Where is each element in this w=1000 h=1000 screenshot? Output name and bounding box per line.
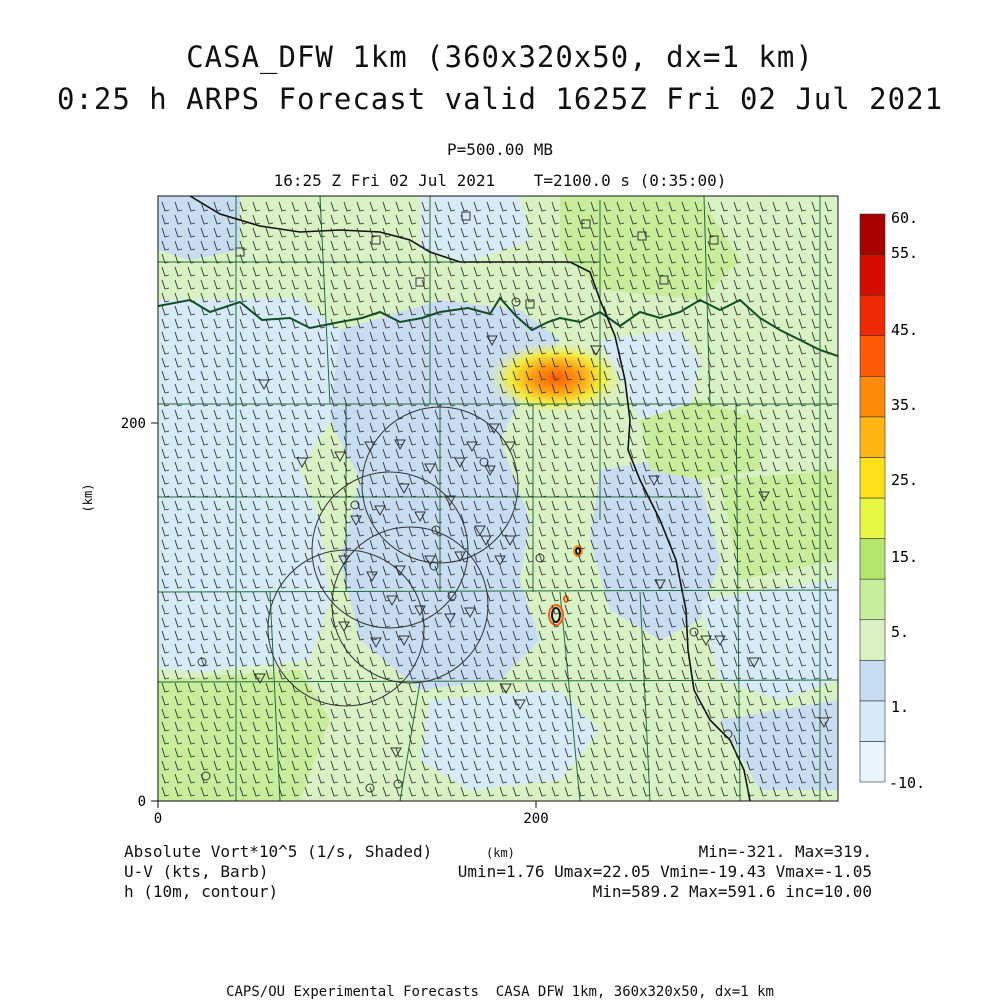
x-axis-label: (km): [486, 846, 515, 860]
colorbar-label: 60.: [891, 209, 919, 227]
footer-credit: CAPS/OU Experimental Forecasts CASA DFW 1km, 360x320x50, dx=1 km: [226, 984, 774, 1000]
stats-vorticity: Min=-321. Max=319.: [698, 842, 872, 861]
colorbar-label: 25.: [891, 471, 919, 489]
colorbar-swatch: [860, 701, 885, 742]
legend-wind: U-V (kts, Barb): [124, 862, 269, 881]
x-tick-200: 200: [523, 811, 549, 827]
chart-subtitle-forecast: 0:25 h ARPS Forecast valid 1625Z Fri 02 Jul 2021: [56, 82, 944, 116]
map-area: [158, 196, 838, 801]
colorbar-swatch: [860, 336, 885, 377]
colorbar-swatch: [860, 498, 885, 539]
valid-time: 16:25 Z Fri 02 Jul 2021 T=2100.0 s (0:35:00): [273, 171, 727, 190]
colorbar-swatch: [860, 660, 885, 701]
colorbar-label: 1.: [891, 698, 910, 716]
colorbar-label: -10.: [889, 774, 926, 792]
colorbar: [860, 209, 925, 792]
y-tick-200: 200: [120, 416, 146, 432]
stats-height: Min=589.2 Max=591.6 inc=10.00: [592, 882, 872, 901]
colorbar-swatch: [860, 579, 885, 620]
colorbar-swatch: [860, 741, 885, 782]
colorbar-swatch: [860, 539, 885, 580]
legend-vorticity: Absolute Vort*10^5 (1/s, Shaded): [124, 842, 433, 861]
colorbar-swatch: [860, 376, 885, 417]
colorbar-swatch: [860, 457, 885, 498]
colorbar-label: 55.: [891, 244, 919, 262]
legend-height: h (10m, contour): [124, 882, 279, 901]
chart-title: CASA_DFW 1km (360x320x50, dx=1 km): [186, 40, 814, 74]
y-tick-0: 0: [137, 794, 146, 810]
colorbar-label: 45.: [891, 321, 919, 339]
colorbar-swatch: [860, 620, 885, 661]
colorbar-swatch: [860, 255, 885, 296]
colorbar-label: 5.: [891, 623, 910, 641]
vorticity-maximum: [486, 340, 626, 416]
x-tick-0: 0: [153, 811, 163, 827]
colorbar-label: 35.: [891, 396, 919, 414]
mid-vort-region: [158, 670, 330, 801]
colorbar-label: 15.: [891, 548, 919, 566]
stats-wind: Umin=1.76 Umax=22.05 Vmin=-19.43 Vmax=-1.05: [457, 862, 872, 881]
colorbar-swatch: [860, 295, 885, 336]
colorbar-swatch: [860, 214, 885, 255]
y-axis-label: (km): [81, 483, 95, 513]
low-vort-region: [158, 196, 240, 260]
colorbar-swatch: [860, 417, 885, 458]
pressure-level: P=500.00 MB: [447, 140, 553, 159]
